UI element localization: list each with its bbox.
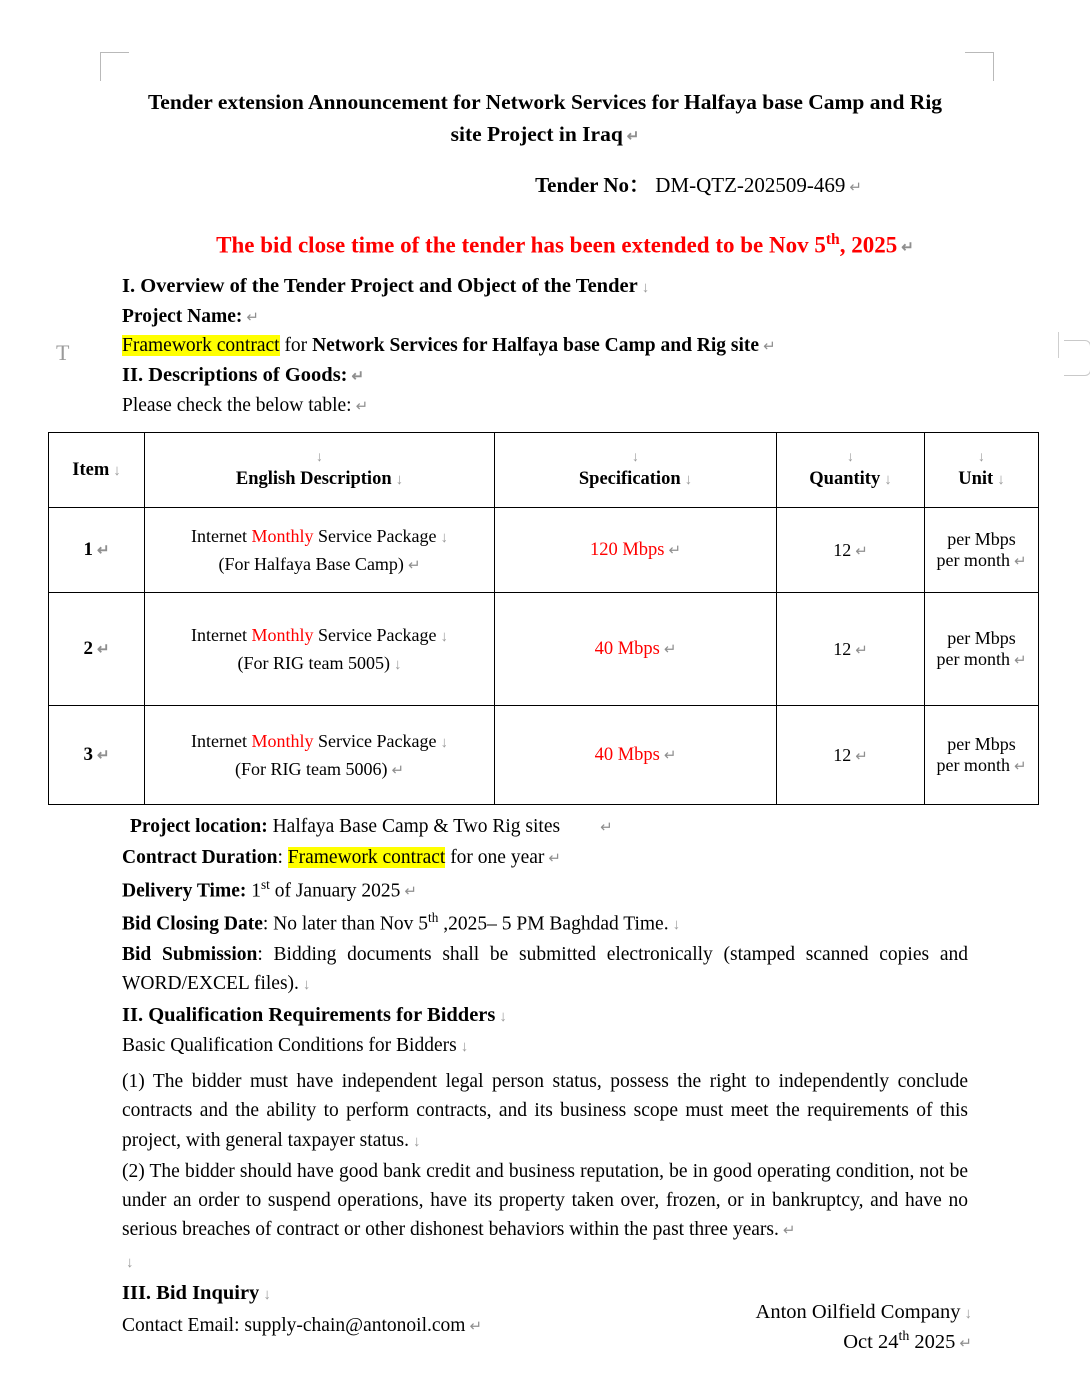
table-header-quantity	[777, 433, 925, 508]
contact-email[interactable]: Contact Email: supply-chain@antonoil.com	[122, 1314, 466, 1336]
unit-line-2: per month	[936, 755, 1010, 776]
description-suffix: Service Package	[313, 624, 437, 645]
table-cell-unit	[925, 706, 1039, 805]
table-cell-item-value: 1	[83, 539, 93, 561]
line-break-mark-icon: ↓	[440, 734, 448, 751]
project-name-highlight: Framework contract	[122, 335, 280, 357]
table-cell-unit	[925, 508, 1039, 593]
paragraph-mark-icon: ↵	[855, 543, 868, 560]
paragraph-mark-icon: ↵	[663, 747, 677, 764]
delivery-time-ordinal: st	[261, 876, 270, 892]
specification-value: 120 Mbps	[589, 539, 665, 560]
table-cell-quantity	[777, 593, 925, 706]
qualification-item-1: (1) The bidder must have independent legal person status, possess the right to independently conclude contracts and the ability to perform contracts, and its business scope must meet the requirements of this project, with general taxpayer status.	[122, 1071, 968, 1151]
line-break-mark-icon: ↓	[641, 280, 650, 297]
table-cell-item-value: 3	[83, 744, 93, 766]
paragraph-mark-icon: ↵	[548, 851, 561, 868]
table-header-unit	[925, 433, 1039, 508]
paragraph-mark-icon: ↵	[355, 399, 369, 416]
qualification-item-2: (2) The bidder should have good bank credit and business reputation, be in good operating condition, not be under an order to suspend operations, have its property taken over, frozen, or in bankruptcy, and have no serious breaches of contract or other dishonest behaviors within the past three years.	[122, 1160, 968, 1241]
qualification-heading-line	[122, 1000, 968, 1030]
description-suffix: Service Package	[313, 525, 437, 546]
title-line-1: Tender extension Announcement for Network Services for Halfaya base Camp and Rig	[147, 90, 943, 114]
table-header-unit-label: Unit	[958, 468, 994, 489]
project-location-value: Halfaya Base Camp & Two Rig sites	[267, 816, 561, 838]
description-prefix: Internet	[191, 730, 252, 751]
table-cell-description	[145, 593, 495, 706]
contract-duration-line	[122, 844, 968, 873]
table-cell-item	[49, 706, 145, 805]
line-break-mark-icon: ↓	[113, 462, 121, 479]
line-break-mark-icon: ↓	[263, 1286, 271, 1303]
table-header-specification	[495, 433, 777, 508]
bid-closing-date-value-post: ,2025– 5 PM Baghdad Time.	[438, 913, 669, 935]
bid-closing-date-label: Bid Closing Date	[122, 913, 263, 935]
line-break-mark-icon: ↓	[499, 1009, 507, 1026]
description-second-line: (For RIG team 5006)	[234, 759, 388, 780]
line-break-mark-icon: ↓	[997, 471, 1005, 488]
bid-submission-value: : Bidding documents shall be submitted electronically (stamped scanned copies and WORD/EXCEL files).	[122, 944, 968, 994]
bid-submission-line	[122, 941, 968, 998]
overview-section	[0, 258, 1090, 420]
extension-notice-year: , 2025	[839, 232, 898, 258]
paragraph-mark-icon: ↵	[96, 748, 110, 765]
quantity-value: 12	[833, 744, 852, 765]
goods-table	[48, 432, 1039, 805]
table-cell-item-value: 2	[83, 638, 93, 660]
line-break-mark-icon: ↓	[684, 471, 693, 488]
line-break-mark-icon: ↓	[302, 976, 311, 993]
table-header-quantity-label: Quantity	[809, 468, 881, 489]
paragraph-mark-icon: ↵	[855, 748, 868, 765]
section-2-heading: II. Descriptions of Goods:	[122, 364, 348, 387]
qualification-subheading-line	[122, 1032, 968, 1061]
line-break-mark-icon: ↓	[412, 1133, 421, 1150]
specification-value: 40 Mbps	[594, 638, 660, 659]
company-name-line	[756, 1297, 972, 1328]
table-header-item-label: Item	[72, 459, 110, 480]
signature-date-line	[756, 1327, 972, 1358]
tender-details	[0, 805, 1090, 1061]
tender-number-label: Tender No：	[535, 172, 651, 197]
quantity-value: 12	[833, 539, 852, 560]
contract-duration-rest: for one year	[445, 847, 545, 869]
table-header-specification-label: Specification	[578, 468, 681, 489]
qualification-subheading: Basic Qualification Conditions for Bidders	[122, 1035, 457, 1057]
table-cell-item	[49, 593, 145, 706]
line-break-mark-icon: ↓	[847, 449, 854, 465]
project-location-label: Project location:	[130, 816, 268, 838]
paragraph-mark-icon: ↵	[782, 1223, 796, 1240]
qualification-heading: II. Qualification Requirements for Bidders	[122, 1004, 496, 1027]
table-cell-specification	[495, 593, 777, 706]
bid-closing-date-value-pre: : No later than Nov 5	[262, 913, 429, 935]
paragraph-mark-icon: ↵	[626, 129, 640, 146]
table-cell-quantity	[777, 508, 925, 593]
contract-duration-label: Contract Duration	[122, 847, 278, 869]
description-suffix: Service Package	[313, 730, 437, 751]
paragraph-mark-icon: ↵	[763, 339, 776, 356]
project-name-value: Network Services for Halfaya base Camp and Rig site	[312, 335, 760, 357]
bid-closing-date-ordinal: th	[428, 909, 439, 925]
paragraph-mark-icon: ↵	[404, 884, 417, 901]
extension-notice-ordinal: th	[825, 230, 840, 248]
title-line-2: site Project in Iraq	[450, 122, 623, 147]
line-break-mark-icon: ↓	[884, 471, 892, 488]
quantity-value: 12	[833, 638, 852, 659]
check-table-line	[122, 392, 968, 420]
check-table-text: Please check the below table:	[122, 395, 352, 417]
delivery-time-label: Delivery Time:	[122, 880, 247, 902]
project-name-connector: for	[279, 335, 313, 357]
paragraph-mark-icon: ↵	[901, 240, 914, 257]
paragraph-mark-icon: ↵	[407, 558, 421, 575]
paragraph-mark-icon: ↵	[600, 820, 613, 837]
paragraph-mark-icon: ↵	[1013, 554, 1027, 571]
bid-submission-label: Bid Submission	[122, 944, 258, 966]
contract-duration-colon: :	[277, 847, 288, 869]
specification-value: 40 Mbps	[594, 744, 660, 765]
project-name-value-line	[122, 332, 968, 360]
unit-line-1: per Mbps	[947, 734, 1016, 755]
line-break-mark-icon: ↓	[393, 657, 402, 674]
table-cell-description	[145, 706, 495, 805]
line-break-mark-icon: ↓	[126, 1254, 134, 1271]
paragraph-mark-icon: ↵	[1013, 759, 1027, 776]
unit-line-1: per Mbps	[947, 529, 1016, 550]
company-name: Anton Oilfield Company	[755, 1300, 961, 1323]
paragraph-mark-icon: ↵	[668, 542, 682, 559]
contract-duration-highlight: Framework contract	[287, 847, 446, 869]
description-second-line: (For RIG team 5005)	[237, 653, 390, 674]
table-header-description-label: English Description	[235, 468, 392, 489]
description-highlight-word: Monthly	[251, 624, 314, 645]
paragraph-mark-icon: ↵	[391, 763, 405, 780]
description-prefix: Internet	[191, 624, 252, 645]
description-second-line: (For Halfaya Base Camp)	[218, 554, 404, 575]
signature-date-ordinal: th	[898, 1329, 910, 1345]
table-cell-quantity	[777, 706, 925, 805]
line-break-mark-icon: ↓	[964, 1305, 972, 1322]
unit-line-1: per Mbps	[947, 628, 1016, 649]
unit-line-2: per month	[936, 649, 1010, 670]
paragraph-mark-icon: ↵	[855, 642, 868, 659]
table-header-row	[49, 433, 1039, 508]
side-marker-letter: T	[56, 340, 70, 365]
paragraph-mark-icon: ↵	[959, 1336, 972, 1353]
paragraph-mark-icon: ↵	[246, 309, 259, 326]
signature-date-pre: Oct 24	[843, 1331, 899, 1354]
bid-closing-date-line	[122, 908, 968, 939]
table-cell-description	[145, 508, 495, 593]
paragraph-mark-icon: ↵	[351, 369, 365, 386]
description-highlight-word: Monthly	[251, 730, 314, 751]
line-break-mark-icon: ↓	[440, 628, 448, 645]
section-1-heading-line	[122, 272, 968, 302]
qualification-item-1-line	[122, 1067, 968, 1155]
page-title	[0, 0, 1090, 151]
blank-line	[122, 1247, 968, 1276]
paragraph-mark-icon: ↵	[1013, 653, 1027, 670]
table-cell-unit	[925, 593, 1039, 706]
section-2-heading-line	[122, 361, 968, 391]
delivery-time-line	[122, 875, 968, 906]
table-row	[49, 508, 1039, 593]
paragraph-mark-icon: ↵	[663, 641, 677, 658]
line-break-mark-icon: ↓	[672, 917, 681, 934]
delivery-time-value-pre: 1	[246, 880, 261, 902]
line-break-mark-icon: ↓	[632, 449, 639, 465]
project-location-line	[122, 813, 968, 842]
tender-number-value: DM-QTZ-202509-469	[655, 172, 846, 197]
line-break-mark-icon: ↓	[460, 1039, 469, 1056]
table-header-description	[145, 433, 495, 508]
signature-block	[756, 1297, 972, 1359]
table-cell-item	[49, 508, 145, 593]
section-1-heading: I. Overview of the Tender Project and Object of the Tender	[122, 275, 638, 298]
table-header-item	[49, 433, 145, 508]
line-break-mark-icon: ↓	[440, 529, 448, 546]
section-3-heading: III. Bid Inquiry	[122, 1281, 260, 1304]
delivery-time-value-post: of January 2025	[269, 880, 401, 902]
paragraph-mark-icon: ↵	[96, 543, 110, 560]
extension-notice	[0, 231, 1090, 259]
description-highlight-word: Monthly	[251, 525, 314, 546]
paragraph-mark-icon: ↵	[849, 179, 862, 196]
description-prefix: Internet	[191, 525, 252, 546]
table-cell-specification	[495, 508, 777, 593]
line-break-mark-icon: ↓	[395, 471, 404, 488]
signature-date-post: 2025	[909, 1331, 956, 1354]
project-name-label-line	[122, 303, 968, 331]
tender-number-line	[0, 169, 970, 199]
table-row	[49, 593, 1039, 706]
table-cell-specification	[495, 706, 777, 805]
project-name-label: Project Name:	[122, 305, 243, 327]
line-break-mark-icon: ↓	[978, 449, 985, 465]
line-break-mark-icon: ↓	[316, 449, 323, 465]
extension-notice-text: The bid close time of the tender has been extended to be Nov 5	[216, 232, 826, 258]
qualification-item-2-line	[122, 1157, 968, 1245]
paragraph-mark-icon: ↵	[469, 1318, 483, 1335]
unit-line-2: per month	[936, 550, 1010, 571]
table-row	[49, 706, 1039, 805]
paragraph-mark-icon: ↵	[96, 642, 110, 659]
